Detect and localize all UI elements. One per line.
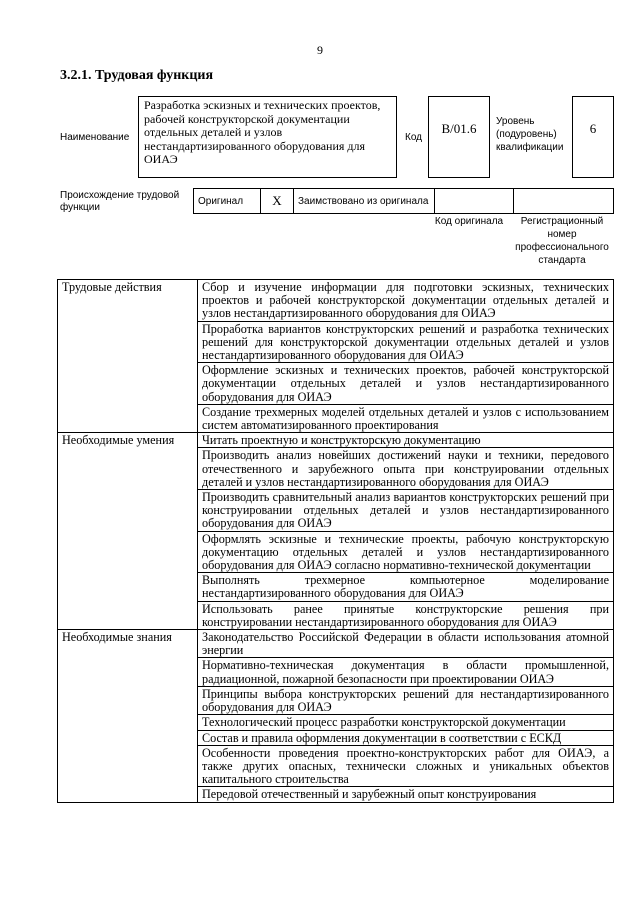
table-row: Сбор и изучение информации для подготовки эскизных, технических проектов и рабочей конструкторской документации отдельных деталей и узлов нестандартизированного оборудования для ОИАЭ	[198, 280, 614, 322]
original-mark: X	[261, 189, 294, 214]
function-table	[57, 279, 614, 803]
section-title: 3.2.1. Трудовая функция	[60, 68, 214, 83]
code-original-caption: Код оригинала	[434, 216, 504, 227]
level-value: 6	[572, 96, 614, 178]
table-row: Использовать ранее принятые конструкторские решения при конструировании нестандартизированного оборудования для ОИАЭ	[198, 601, 614, 629]
table-row: Передовой отечественный и зарубежный опыт конструирования	[198, 787, 614, 802]
original-code-cell	[435, 189, 514, 214]
table-row: Производить анализ новейших достижений науки и техники, передового отечественного и зарубежного опыта при конструировании отдельных деталей и узлов нестандартизированного оборудования для ОИАЭ	[198, 448, 614, 490]
original-cell: Оригинал	[194, 189, 261, 214]
page-number: 9	[317, 43, 323, 57]
origin-table	[193, 188, 614, 214]
table-row: Читать проектную и конструкторскую документацию	[198, 433, 614, 448]
borrowed-cell: Заимствовано из оригинала	[294, 189, 435, 214]
table-row: Принципы выбора конструкторских решений для нестандартизированного оборудования для ОИАЭ	[198, 686, 614, 714]
name-label: Наименование	[60, 132, 130, 143]
table-row: Создание трехмерных моделей отдельных деталей и узлов с использованием систем автоматизированного проектирования	[198, 404, 614, 432]
labor-actions-label: Трудовые действия	[58, 280, 198, 433]
table-row: Законодательство Российской Федерации в области использования атомной энергии	[198, 630, 614, 658]
level-label: Уровень (подуровень) квалификации	[496, 116, 564, 153]
table-row: Производить сравнительный анализ вариантов конструкторских решений при конструировании отдельных деталей и узлов нестандартизированного оборудования для ОИАЭ	[198, 490, 614, 532]
reg-number-cell	[514, 189, 614, 214]
reg-number-caption: Регистрационный номер профессионального стандарта	[515, 216, 609, 266]
table-row: Проработка вариантов конструкторских решений и разработка технических решений для конструкторской документации отдельных деталей и узлов нестандартизированного оборудования для ОИАЭ	[198, 321, 614, 363]
code-value: В/01.6	[428, 96, 490, 178]
table-row: Оформление эскизных и технических проектов, рабочей конструкторской документации отдельных деталей и узлов нестандартизированного оборудования для ОИАЭ	[198, 363, 614, 405]
table-row: Оформлять эскизные и технические проекты, рабочую конструкторскую документацию отдельных деталей и узлов нестандартизированного оборудования для ОИАЭ согласно нормативно-технической документации	[198, 531, 614, 573]
table-row: Технологический процесс разработки конструкторской документации	[198, 715, 614, 730]
code-label: Код	[405, 132, 423, 143]
table-row: Выполнять трехмерное компьютерное моделирование нестандартизированного оборудования для ОИАЭ	[198, 573, 614, 601]
table-row: Состав и правила оформления документации в соответствии с ЕСКД	[198, 730, 614, 745]
table-row: Нормативно-техническая документация в области промышленной, радиационной, пожарной безопасности при проектировании ОИАЭ	[198, 658, 614, 686]
skills-label: Необходимые умения	[58, 433, 198, 630]
knowledge-label: Необходимые знания	[58, 630, 198, 802]
origin-label: Происхождение трудовой функции	[60, 190, 180, 213]
table-row: Особенности проведения проектно-конструкторских работ для ОИАЭ, а также других опасных, технически сложных и уникальных объектов капитального строительства	[198, 745, 614, 787]
function-name: Разработка эскизных и технических проектов, рабочей конструкторской документации отдельных деталей и узлов нестандартизированного оборудования для ОИАЭ	[138, 96, 397, 178]
